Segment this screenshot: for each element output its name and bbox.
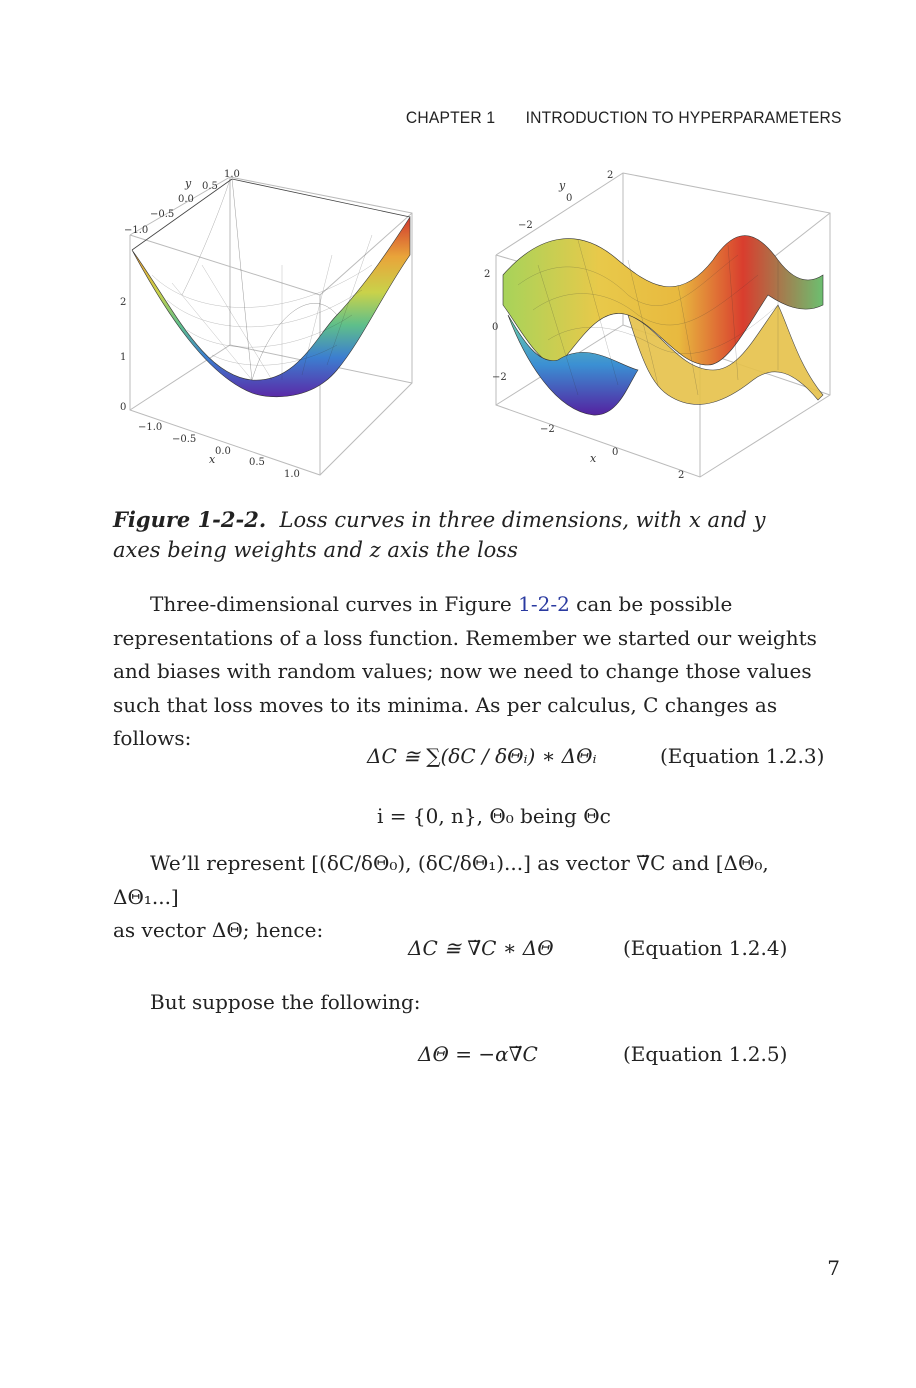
- left-x-tick: −0.5: [172, 434, 197, 445]
- right-x-tick: −2: [540, 424, 555, 435]
- left-z-tick: 1: [120, 352, 127, 363]
- left-y-tick: −1.0: [124, 225, 149, 236]
- left-x-axis-label: x: [209, 453, 216, 466]
- right-z-tick: 2: [484, 269, 491, 280]
- left-x-tick: −1.0: [138, 422, 163, 433]
- equation-1-2-5: [418, 1042, 538, 1066]
- page-number: 7: [827, 1256, 840, 1280]
- right-z-tick: 0: [492, 322, 499, 333]
- figure-left-paraboloid: [112, 165, 432, 485]
- figure-reference-link[interactable]: 1-2-2: [518, 592, 570, 616]
- left-x-tick: 0.0: [215, 446, 231, 457]
- right-y-tick: 2: [607, 170, 614, 181]
- right-y-axis-label: y: [559, 179, 566, 192]
- right-x-tick: 2: [678, 470, 685, 481]
- left-x-tick: 0.5: [249, 457, 265, 468]
- figure-right-wavy-surface: [478, 165, 843, 485]
- para2-line1: We’ll represent [(δC/δΘ₀), (δC/δΘ₁)...] as vector ∇̈C and [ΔΘ₀, ΔΘ₁...]: [113, 851, 769, 909]
- paragraph-1: [113, 588, 835, 756]
- right-x-tick: 0: [612, 447, 619, 458]
- equation-number-1-2-3: (Equation 1.2.3): [660, 744, 825, 768]
- left-y-tick: 1.0: [224, 169, 240, 180]
- left-x-tick: 1.0: [284, 469, 300, 480]
- paraboloid-plot: [112, 165, 432, 485]
- right-y-tick: 0: [566, 193, 573, 204]
- left-z-tick: 0: [120, 402, 127, 413]
- equation-1-2-3: [367, 744, 597, 768]
- equation-expr: ΔC ≅ ∇̈C ∗ ΔΘ: [408, 936, 554, 960]
- figure-caption: [113, 505, 813, 565]
- equation-expr: ΔΘ = −α∇̈C: [418, 1042, 538, 1066]
- equation-1-2-4: [408, 936, 554, 960]
- wavy-surface-plot: [478, 165, 843, 485]
- para3-text: But suppose the following:: [150, 990, 421, 1014]
- equation-number-1-2-5: (Equation 1.2.5): [623, 1042, 788, 1066]
- caption-text: Loss curves in three dimensions, with x and y axes being weights and z axis the loss: [113, 508, 766, 562]
- left-y-tick: 0.0: [178, 194, 194, 205]
- left-y-tick: 0.5: [202, 181, 218, 192]
- para1-after: can be possible representations of a loss function. Remember we started our weights and biases with random values; now we need to change those values such that loss moves to its minima. As per calculus, C changes as follows:: [113, 592, 817, 750]
- running-header: [406, 108, 842, 128]
- right-x-axis-label: x: [590, 452, 597, 465]
- paragraph-2: [113, 847, 835, 948]
- left-y-tick: −0.5: [150, 209, 175, 220]
- paragraph-3: [113, 986, 835, 1020]
- chapter-label: CHAPTER 1: [406, 108, 496, 127]
- equation-note: i = {0, n}, Θ₀ being Θc: [377, 804, 611, 828]
- para1-before: Three-dimensional curves in Figure: [150, 592, 519, 616]
- equation-expr: ΔC ≅ ∑(δC / δΘᵢ) ∗ ΔΘᵢ: [367, 744, 597, 768]
- chapter-title: INTRODUCTION TO HYPERPARAMETERS: [526, 108, 842, 127]
- left-z-tick: 2: [120, 297, 127, 308]
- para2-line2: as vector ΔΘ; hence:: [113, 918, 324, 942]
- figure-label: Figure 1-2-2.: [113, 507, 267, 532]
- equation-number-1-2-4: (Equation 1.2.4): [623, 936, 788, 960]
- right-y-tick: −2: [518, 220, 533, 231]
- left-y-axis-label: y: [185, 177, 192, 190]
- right-z-tick: −2: [492, 372, 507, 383]
